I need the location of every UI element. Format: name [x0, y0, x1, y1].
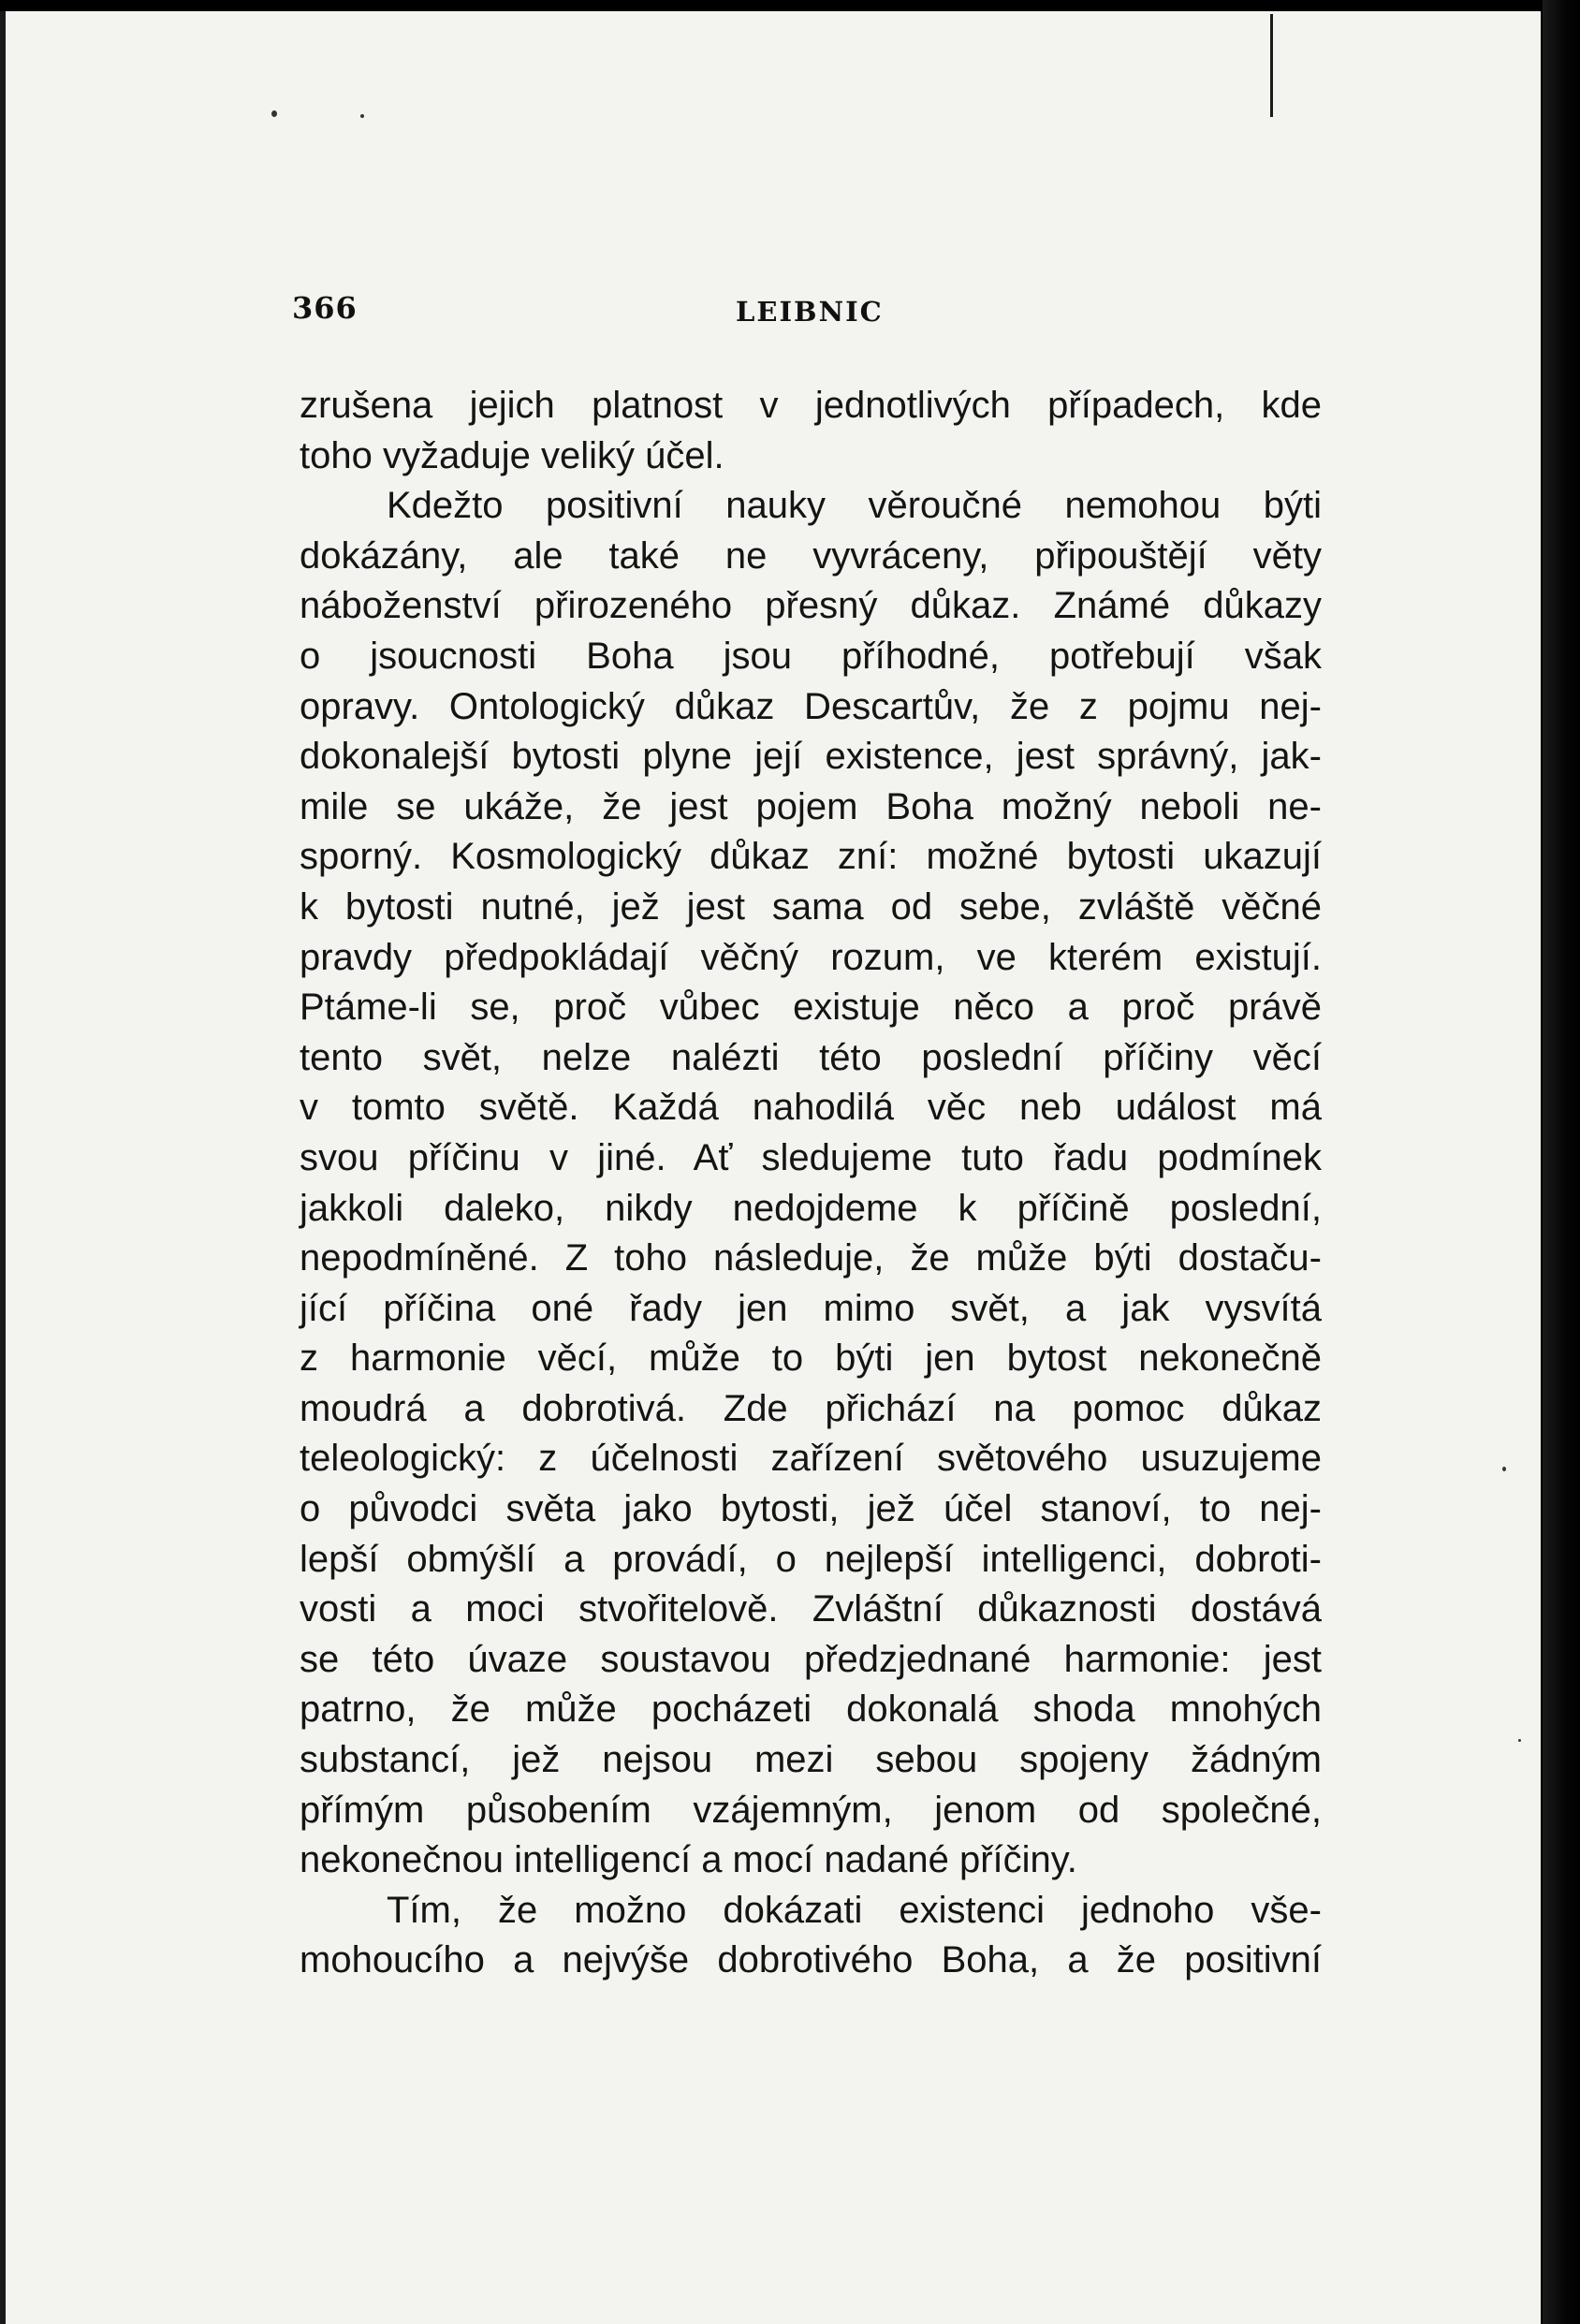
- text-line: dokonalejší bytosti plyne její existence, jest správný, jak-: [300, 736, 1322, 778]
- text-line: sporný. Kosmologický důkaz zní: možné bytosti ukazují: [300, 836, 1322, 878]
- text-line: k bytosti nutné, jež jest sama od sebe, zvláště věčné: [300, 885, 1322, 928]
- text-line: nepodmíněné. Z toho následuje, že může býti dostaču-: [300, 1237, 1322, 1279]
- text-line: Tím, že možno dokázati existenci jednoho vše-: [387, 1889, 1322, 1931]
- text-line: toho vyžaduje veliký účel.: [300, 434, 724, 476]
- text-line: o jsoucnosti Boha jsou příhodné, potřebují však: [300, 635, 1322, 677]
- scan-speck: [360, 114, 364, 118]
- text-line: opravy. Ontologický důkaz Descartův, že z pojmu nej-: [300, 685, 1322, 727]
- text-line: o původci světa jako bytosti, jež účel stanoví, to nej-: [300, 1488, 1322, 1530]
- text-line: jakkoli daleko, nikdy nedojdeme k příčině poslední,: [300, 1187, 1322, 1229]
- scan-speck: [271, 110, 277, 117]
- text-line: pravdy předpokládají věčný rozum, ve kterém existují.: [300, 936, 1322, 978]
- text-line: mohoucího a nejvýše dobrotivého Boha, a že positivní: [300, 1939, 1322, 1981]
- text-line: svou příčinu v jiné. Ať sledujeme tuto řadu podmínek: [300, 1136, 1322, 1178]
- text-line: se této úvaze soustavou předzjednané harmonie: jest: [300, 1638, 1322, 1680]
- body-text: [300, 381, 1322, 1986]
- text-line: z harmonie věcí, může to býti jen bytost nekonečně: [300, 1337, 1322, 1380]
- text-line: Ptáme-li se, proč vůbec existuje něco a proč právě: [300, 987, 1322, 1029]
- running-head: [292, 290, 1322, 337]
- text-line: dokázány, ale také ne vyvráceny, připouštějí věty: [300, 534, 1322, 577]
- text-line: tento svět, nelze nalézti této poslední příčiny věcí: [300, 1036, 1322, 1078]
- scan-speck: [1502, 1467, 1506, 1471]
- text-line: v tomto světě. Každá nahodilá věc neb událost má: [300, 1087, 1322, 1129]
- scan-speck: [1518, 1739, 1521, 1742]
- text-line: lepší obmýšlí a provádí, o nejlepší intelligenci, dobroti-: [300, 1538, 1322, 1580]
- text-line: substancí, jež nejsou mezi sebou spojeny žádným: [300, 1739, 1322, 1781]
- text-line: přímým působením vzájemným, jenom od společné,: [300, 1789, 1322, 1831]
- text-line: patrno, že může pocházeti dokonalá shoda mnohých: [300, 1688, 1322, 1731]
- scan-edge-mark: [1270, 14, 1273, 117]
- text-line: jící příčina oné řady jen mimo svět, a jak vysvítá: [300, 1287, 1322, 1329]
- text-line: teleologický: z účelnosti zařízení světového usuzujeme: [300, 1438, 1322, 1480]
- text-line: zrušena jejich platnost v jednotlivých případech, kde: [300, 385, 1322, 426]
- text-line: nekonečnou intelligencí a mocí nadané příčiny.: [300, 1839, 1077, 1881]
- text-line: moudrá a dobrotivá. Zde přichází na pomoc důkaz: [300, 1387, 1322, 1429]
- book-edge-shadow: [1543, 0, 1580, 2324]
- running-title: LEIBNIC: [736, 296, 884, 328]
- text-line: vosti a moci stvořitelově. Zvláštní důkaznosti dostává: [300, 1588, 1322, 1630]
- text-line: mile se ukáže, že jest pojem Boha možný neboli ne-: [300, 785, 1322, 827]
- text-line: Kdežto positivní nauky věroučné nemohou býti: [387, 485, 1322, 527]
- text-line: náboženství přirozeného přesný důkaz. Známé důkazy: [300, 585, 1322, 627]
- page-number: 366: [292, 290, 358, 326]
